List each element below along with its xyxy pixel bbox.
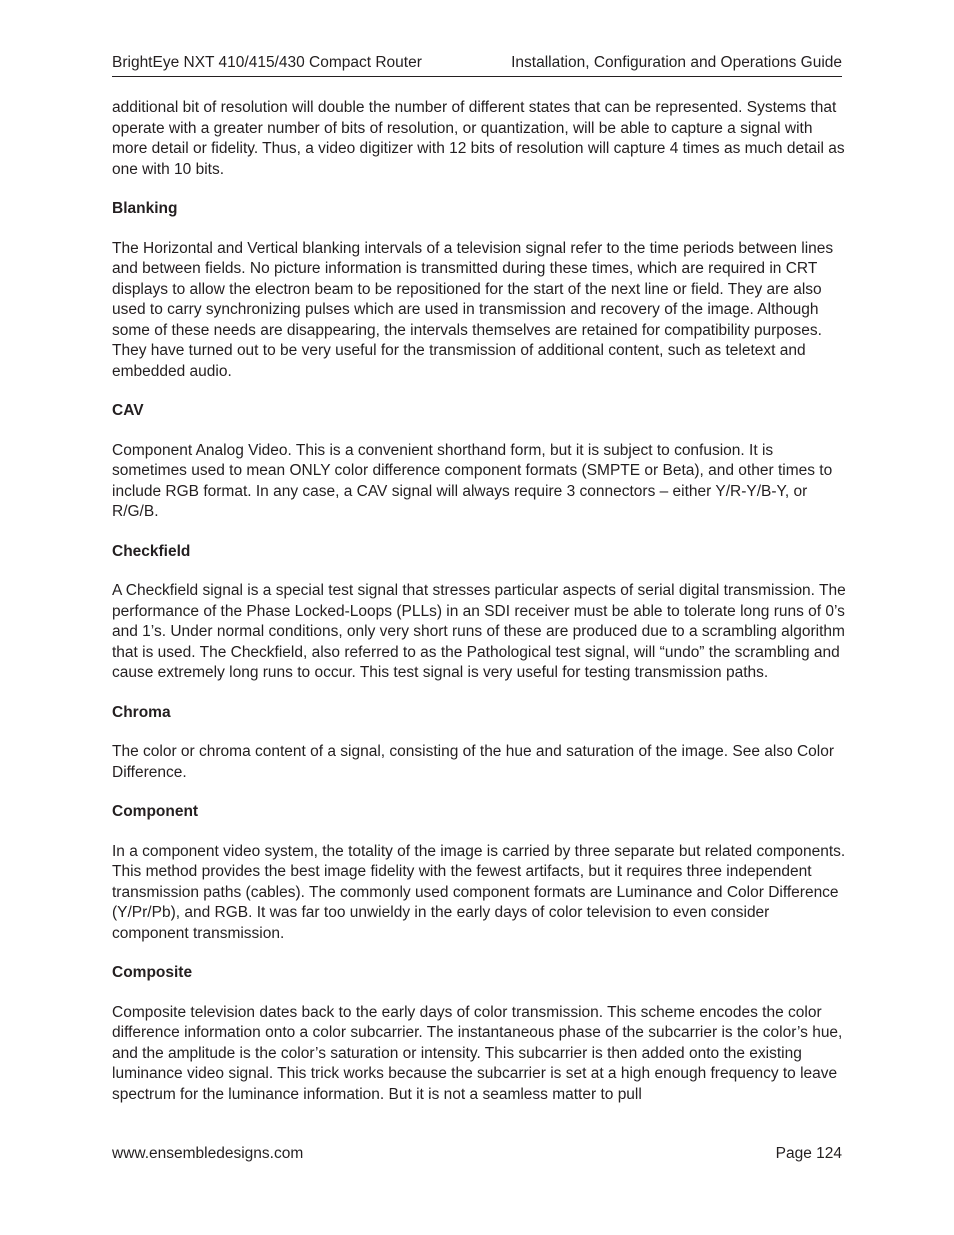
footer-page-number: Page 124 bbox=[775, 1145, 842, 1162]
heading-blanking: Blanking bbox=[112, 200, 178, 217]
header-guide-title: Installation, Configuration and Operations Guide bbox=[511, 54, 842, 71]
paragraph-checkfield: A Checkfield signal is a special test signal that stresses particular aspects of serial digital transmission. The performance of the Phase Locked-Loops (PLLs) in an SDI receiver must be able to tolerate long runs of 0’s and 1’s. Under normal conditions, only very short runs of these are produced due to a scrambling algorithm that is used. The Checkfield, also referred to as the Pathological test signal, will “undo” the scrambling and cause extremely long runs to occur. This test signal is very useful for testing transmission paths. bbox=[112, 582, 846, 681]
page-content bbox=[112, 98, 847, 1124]
heading-composite: Composite bbox=[112, 964, 193, 981]
heading-chroma: Chroma bbox=[112, 703, 171, 721]
paragraph-chroma: The color or chroma content of a signal, consisting of the hue and saturation of the image. See also Color Difference. bbox=[112, 743, 835, 781]
heading-checkfield: Checkfield bbox=[112, 542, 191, 560]
footer-website-link[interactable]: www.ensembledesigns.com bbox=[112, 1145, 304, 1162]
paragraph-component: In a component video system, the totality of the image is carried by three separate but related components. This method provides the best image fidelity with the fewest artifacts, but it requires three independent transmission paths (cables). The commonly used component formats are Luminance and Color Difference (Y/Pr/Pb), and RGB. It was far too unwieldy in the early days of color television to even consider component transmission. bbox=[112, 842, 846, 942]
heading-cav: CAV bbox=[112, 402, 144, 419]
paragraph-cav: Component Analog Video. This is a convenient shorthand form, but it is subject to confusion. It is sometimes used to mean ONLY color difference component formats (SMPTE or Beta), and other times to include RGB format. In any case, a CAV signal will always require 3 connectors – either Y/R-Y/B-Y, or R/G/B. bbox=[112, 441, 833, 520]
paragraph-blanking: The Horizontal and Vertical blanking intervals of a television signal refer to the time periods between lines and between fields. No picture information is transmitted during these times, which are required in CRT displays to allow the electron beam to be repositioned for the start of the next line or field. They are also used to carry synchronizing pulses which are used in transmission and recovery of the image. Although some of these needs are disappearing, the intervals themselves are retained for compatibility purposes. They have turned out to be very useful for the transmission of additional content, such as teletext and embedded audio. bbox=[112, 239, 834, 380]
header-document-title: BrightEye NXT 410/415/430 Compact Router bbox=[112, 54, 422, 71]
intro-paragraph: additional bit of resolution will double the number of different states that can be represented. Systems that operate with a greater number of bits of resolution, or quantization, will be able to capture a signal with more detail or fidelity. Thus, a video digitizer with 12 bits of resolution will capture 4 times as much detail as one with 10 bits. bbox=[112, 99, 845, 178]
heading-component: Component bbox=[112, 803, 199, 820]
page-header bbox=[112, 54, 842, 77]
paragraph-composite: Composite television dates back to the early days of color transmission. This scheme encodes the color difference information onto a color subcarrier. The instantaneous phase of the subcarrier is the color’s hue, and the amplitude is the color’s saturation or intensity. This subcarrier is then added onto the existing luminance video signal. This trick works because the subcarrier is set at a high enough frequency to leave spectrum for the luminance information. But it is not a seamless matter to pull bbox=[112, 1003, 843, 1103]
